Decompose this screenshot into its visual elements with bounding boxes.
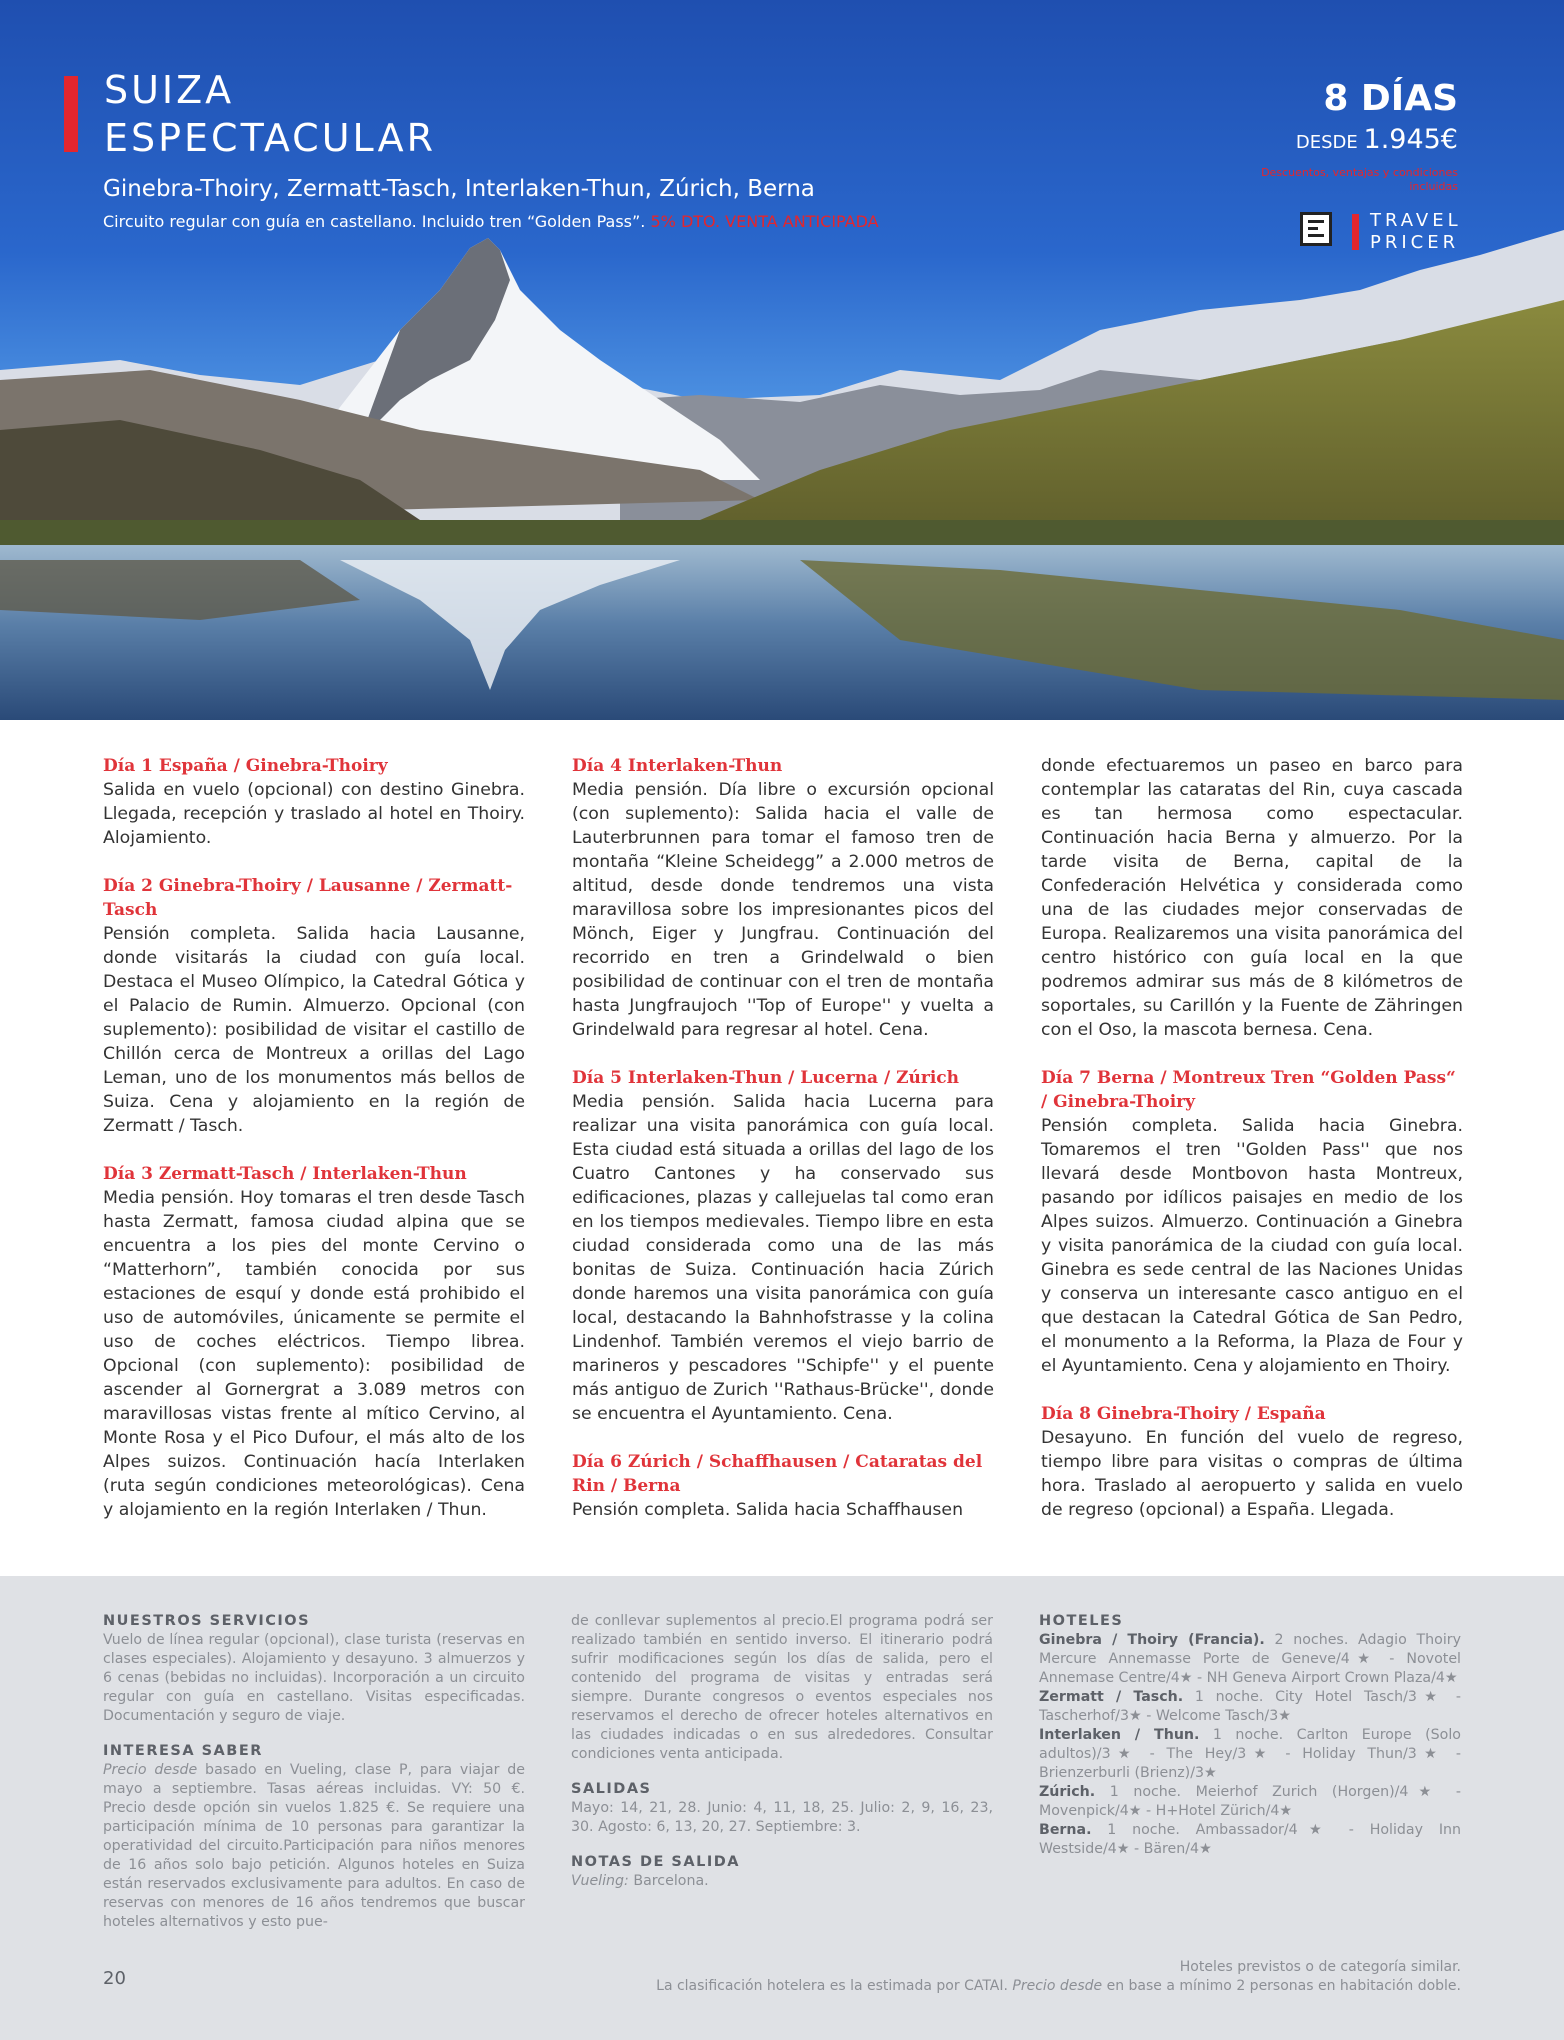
day-title: Día 1 España / Ginebra-Thoiry (103, 756, 388, 776)
day-text: Pensión completa. Salida hacia Ginebra. Tomaremos el tren ''Golden Pass'' que nos llevará desde Montbovon hasta Montreux, pasando por idílicos paisajes en medio de los Alpes suizos. Almuerzo. Continuación a Ginebra y visita panorámica de la ciudad con guía local. Ginebra es sede central de las Naciones Unidas y conserva un interesante casco antiguo en el que destacan la Catedral Gótica de San Pedro, el monumento a la Reforma, la Plaza de Four y el Ayuntamiento. Cena y alojamiento en Thoiry. (1041, 1116, 1463, 1376)
footer-column-3 (1039, 1612, 1461, 1859)
hotel-list: 2 noches. Adagio Thoiry Mercure Annemasse Porte de Geneve/4★ - Novotel Annemase Centre/4★ - NH Geneva Airport Crown Plaza/4★ (1039, 1632, 1462, 1686)
occupancy-note: en base a mínimo 2 personas en habitación doble. (1102, 1978, 1461, 1994)
hotel-city: Ginebra / Thoiry (Francia). (1039, 1632, 1265, 1648)
hotel-entry (1039, 1631, 1461, 1688)
footer-note-line2 (561, 1977, 1461, 1996)
hotel-entry (1039, 1783, 1461, 1821)
trip-route: Ginebra-Thoiry, Zermatt-Tasch, Interlaken-Thun, Zúrich, Berna (103, 176, 815, 202)
travel-pricer-bar (1352, 214, 1359, 250)
hotel-city: Zúrich. (1039, 1784, 1096, 1800)
servicios-text: Vuelo de línea regular (opcional), clase turista (reservas en clases especiales). Alojamiento y desayuno. 3 almuerzos y 6 cenas (bebidas no incluidas). Incorporación a un circuito regular con guía en castellano. Visitas especificadas. Documentación y seguro de viaje. (103, 1632, 525, 1724)
price-amount: 1.945€ (1363, 124, 1458, 155)
departure-city: Barcelona. (628, 1873, 709, 1889)
day-text: Pensión completa. Salida hacia Lausanne, donde visitarás la ciudad con guía local. Destaca el Museo Olímpico, la Catedral Gótica y el Palacio de Rumin. Almuerzo. Opcional (con suplemento): posibilidad de visitar el castillo de Chillón cerca de Montreux a orillas del Lago Leman, uno de los monumentos más bellos de Suiza. Cena y alojamiento en la región de Zermatt / Tasch. (103, 924, 525, 1136)
precio-desde-note: Precio desde (1012, 1978, 1103, 1994)
day-text: Salida en vuelo (opcional) con destino Ginebra. Llegada, recepción y traslado al hotel en Thoiry. Alojamiento. (103, 780, 525, 848)
day-text: Pensión completa. Salida hacia Schaffhausen (572, 1500, 964, 1520)
hotel-entry (1039, 1688, 1461, 1726)
day-title: Día 6 Zúrich / Schaffhausen / Cataratas del Rin / Berna (572, 1452, 983, 1496)
day-text: Media pensión. Hoy tomaras el tren desde Tasch hasta Zermatt, famosa ciudad alpina que se encuentra a los pies del monte Cervino o “Matterhorn”, también conocida por sus estaciones de esquí y donde está prohibido el uso de automóviles, únicamente se permite el uso de coches eléctricos. Tiempo librea. Opcional (con suplemento): posibilidad de ascender al Gornergrat a 3.089 metros con maravillosas vistas frente al mítico Cervino, al Monte Rosa y el Pico Dufour, el más alto de los Alpes suizos. Continuación hacía Interlaken (ruta según condiciones meteorológicas). Cena y alojamiento en la región Interlaken / Thun. (103, 1188, 525, 1520)
hotel-list: 1 noche. Meierhof Zurich (Horgen)/4★ - Movenpick/4★ - H+Hotel Zürich/4★ (1039, 1784, 1461, 1819)
interesa-saber-body: basado en Vueling, clase P, para viajar de mayo a septiembre. Tasas aéreas incluidas. VY: 50 €. Precio desde opción sin vuelos 1.825 €. Se requiere una participación mínima de 10 personas para garantizar la operatividad del circuito.Participación para niños menores de 16 años solo bajo petición. Algunos hoteles en Suiza están reservados exclusivamente para adultos. En caso de reservas con menores de 16 años tendremos que buscar hoteles alternativos y esto pue- (103, 1762, 525, 1930)
trip-title (104, 66, 436, 162)
day-5 (572, 1066, 994, 1426)
servicios-heading: NUESTROS SERVICIOS (103, 1613, 311, 1629)
page-number: 20 (103, 1968, 126, 1989)
day-4 (572, 754, 994, 1042)
classification-note: La clasificación hotelera es la estimada por CATAI. (656, 1978, 1013, 1994)
trip-title-line1: SUIZA (104, 68, 235, 112)
day-6 (572, 1450, 994, 1522)
title-accent-bar (64, 76, 78, 152)
day-1 (103, 754, 525, 850)
offer-badge: 5% DTO. VENTA ANTICIPADA (650, 212, 879, 231)
trip-subtitle (103, 212, 879, 231)
day-6-continued (1041, 754, 1463, 1042)
price-prefix: DESDE (1295, 132, 1358, 153)
salidas-heading: SALIDAS (571, 1781, 652, 1797)
hotel-entry (1039, 1726, 1461, 1783)
hotel-city: Zermatt / Tasch. (1039, 1689, 1184, 1705)
trip-price (1296, 124, 1458, 155)
day-2 (103, 874, 525, 1138)
hotel-list: 1 noche. City Hotel Tasch/3★ - Tascherhof/3★ - Welcome Tasch/3★ (1039, 1689, 1462, 1724)
travel-pricer-logo (1370, 210, 1462, 254)
precio-desde-label: Precio desde (103, 1762, 198, 1778)
footer-column-2 (571, 1612, 993, 1891)
hero-banner (0, 0, 1564, 720)
day-title: Día 2 Ginebra-Thoiry / Lausanne / Zermatt-Tasch (103, 876, 513, 920)
hotel-list: 1 noche. Ambassador/4★ - Holiday Inn Westside/4★ - Bären/4★ (1039, 1822, 1461, 1857)
hotel-city: Interlaken / Thun. (1039, 1727, 1200, 1743)
footer-note-line1: Hoteles previstos o de categoría similar. (1179, 1959, 1461, 1975)
logo-line2: PRICER (1370, 232, 1460, 253)
travel-pricer-icon (1300, 212, 1332, 246)
price-note: Descuentos, ventajas y condiciones incluidas (1261, 166, 1458, 193)
interesa-saber-heading: INTERESA SABER (103, 1743, 263, 1759)
day-title: Día 7 Berna / Montreux Tren “Golden Pass“ / Ginebra-Thoiry (1041, 1068, 1456, 1112)
footer-column-1 (103, 1612, 525, 1932)
day-title: Día 4 Interlaken-Thun (572, 756, 783, 776)
interesa-saber-text (103, 1761, 525, 1932)
notas-salida-text (571, 1872, 993, 1891)
hoteles-heading: HOTELES (1039, 1613, 1124, 1629)
itinerary-column-2 (572, 754, 994, 1546)
salidas-text: Mayo: 14, 21, 28. Junio: 4, 11, 18, 25. Julio: 2, 9, 16, 23, 30. Agosto: 6, 13, 20, 27. Septiembre: 3. (571, 1800, 993, 1835)
day-8 (1041, 1402, 1463, 1522)
itinerary-column-1 (103, 754, 525, 1546)
footer-note (561, 1958, 1461, 1996)
day-title: Día 5 Interlaken-Thun / Lucerna / Zúrich (572, 1068, 960, 1088)
itinerary-column-3 (1041, 754, 1463, 1546)
interesa-saber-continued: de conllevar suplementos al precio.El programa podrá ser realizado también en sentido inverso. El itinerario podrá sufrir modificaciones según los días de salida, pero el contenido del programa de visitas y entradas será siempre. Durante congresos o eventos especiales nos reservamos el derecho de ofrecer hoteles alternativos en las ciudades indicadas o en sus alrededores. Consultar condiciones venta anticipada. (571, 1613, 993, 1762)
subtitle-text: Circuito regular con guía en castellano. Incluido tren “Golden Pass”. (103, 212, 646, 231)
trip-duration: 8 DÍAS (1323, 78, 1458, 119)
day-7 (1041, 1066, 1463, 1378)
day-title: Día 3 Zermatt-Tasch / Interlaken-Thun (103, 1164, 467, 1184)
day-text: Desayuno. En función del vuelo de regreso, tiempo libre para visitas o compras de última hora. Traslado al aeropuerto y salida en vuelo de regreso (opcional) a España. Llegada. (1041, 1428, 1463, 1520)
day-text: donde efectuaremos un paseo en barco para contemplar las cataratas del Rin, cuya cascada es tan hermosa como espectacular. Continuación hacia Berna y almuerzo. Por la tarde visita de Berna, capital de la Confederación Helvética y considerada como una de las ciudades mejor conservadas de Europa. Realizaremos una visita panorámica del centro histórico con guía local en la que podremos admirar sus más de 8 kilómetros de soportales, su Carillón y la Fuente de Zähringen con el Oso, la mascota bernesa. Cena. (1041, 756, 1463, 1040)
trip-title-line2: ESPECTACULAR (104, 116, 436, 160)
logo-line1: TRAVEL (1370, 210, 1462, 231)
day-3 (103, 1162, 525, 1522)
notas-salida-heading: NOTAS DE SALIDA (571, 1854, 740, 1870)
airline-label: Vueling: (571, 1873, 629, 1889)
hotel-entry (1039, 1821, 1461, 1859)
day-text: Media pensión. Salida hacia Lucerna para realizar una visita panorámica con guía local. Esta ciudad está situada a orillas del lago de los Cuatro Cantones y ha conservado sus edificaciones, plazas y callejuelas tal como eran en los tiempos medievales. Tiempo libre en esta ciudad considerada como una de las más bonitas de Suiza. Continuación hacia Zúrich donde haremos una visita panorámica con guía local, destacando la Bahnhofstrasse y la colina Lindenhof. También veremos el viejo barrio de marineros y pescadores ''Schipfe'' y el puente más antiguo de Zurich ''Rathaus-Brücke'', donde se encuentra el Ayuntamiento. Cena. (572, 1092, 994, 1424)
hotel-list: 1 noche. Carlton Europe (Solo adultos)/3★ - The Hey/3★ - Holiday Thun/3★ - Brienzerburli (Brienz)/3★ (1039, 1727, 1461, 1781)
day-text: Media pensión. Día libre o excursión opcional (con suplemento): Salida hacia el valle de Lauterbrunnen para tomar el famoso tren de montaña “Kleine Scheidegg” a 2.000 metros de altitud, desde donde tendremos una vista maravillosa sobre los impresionantes picos del Mönch, Eiger y Jungfrau. Continuación del recorrido en tren a Grindelwald o bien posibilidad de continuar con el tren de montaña hasta Jungfraujoch ''Top of Europe'' y vuelta a Grindelwald para regresar al hotel. Cena. (572, 780, 994, 1040)
day-title: Día 8 Ginebra-Thoiry / España (1041, 1404, 1326, 1424)
hotel-city: Berna. (1039, 1822, 1092, 1838)
